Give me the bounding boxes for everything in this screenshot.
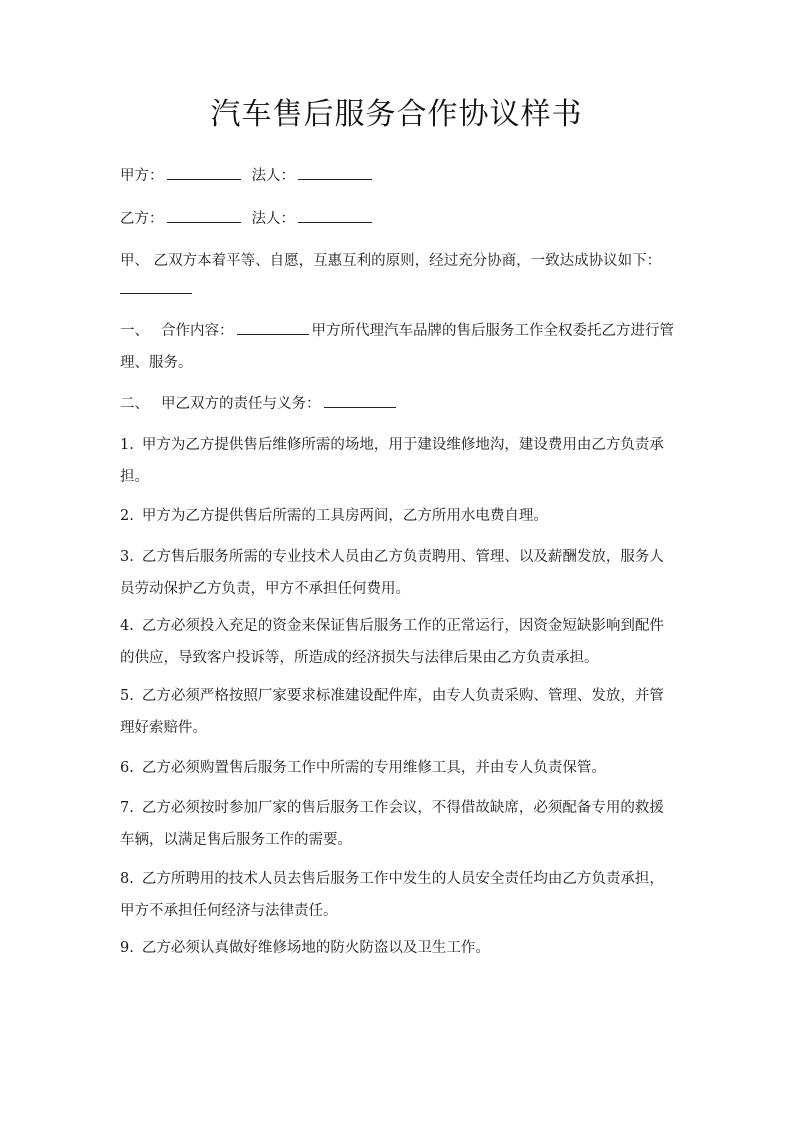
section-2-number: 二、 (120, 396, 149, 412)
party-b-label: 乙方： (120, 211, 164, 227)
party-a-line (120, 160, 676, 192)
section-1-label: 合作内容： (161, 323, 234, 339)
item-text: 乙方必须投入充足的资金来保证售后服务工作的正常运行，因资金短缺影响到配件的供应，导致客户投诉等，所造成的经济损失与法律后果由乙方负责承担。 (120, 618, 664, 666)
item-number: 3. (120, 549, 134, 565)
list-item (120, 932, 676, 964)
party-b-rep-blank (298, 204, 372, 223)
item-text: 甲方为乙方提供售后所需的工具房两间，乙方所用水电费自理。 (141, 508, 548, 524)
list-item (120, 541, 676, 605)
intro-blank (120, 279, 192, 294)
party-a-label: 甲方： (120, 168, 164, 184)
section-2-label: 甲乙双方的责任与义务： (161, 396, 321, 412)
item-text: 乙方必须购置售后服务工作中所需的专用维修工具，并由专人负责保管。 (141, 760, 606, 776)
intro-text: 甲、 乙双方本着平等、自愿，互惠互利的原则，经过充分协商，一致达成协议如下： (120, 253, 662, 269)
item-number: 2. (120, 508, 134, 524)
list-item (120, 429, 676, 493)
item-text: 乙方必须认真做好维修场地的防火防盗以及卫生工作。 (141, 940, 490, 956)
party-a-blank (167, 161, 241, 180)
section-1-blank (237, 316, 309, 335)
item-text: 乙方必须严格按照厂家要求标准建设配件库，由专人负责采购、管理、发放，并管理好索赔件。 (120, 688, 664, 736)
list-item (120, 500, 676, 532)
item-number: 4. (120, 618, 134, 634)
item-number: 8. (120, 871, 134, 887)
item-number: 7. (120, 800, 134, 816)
item-text: 乙方必须按时参加厂家的售后服务工作会议，不得借故缺席，必须配备专用的救援车辆，以满足售后服务工作的需要。 (120, 800, 664, 848)
section-1 (120, 315, 676, 379)
list-item (120, 752, 676, 784)
list-item (120, 863, 676, 927)
section-1-text: 甲方所代理汽车品牌的售后服务工作全权委托乙方进行管理、服务。 (120, 323, 674, 371)
list-item (120, 680, 676, 744)
item-number: 9. (120, 940, 134, 956)
section-1-number: 一、 (120, 323, 149, 339)
item-text: 乙方售后服务所需的专业技术人员由乙方负责聘用、管理、以及薪酬发放，服务人员劳动保护乙方负责，甲方不承担任何费用。 (120, 549, 664, 597)
item-number: 6. (120, 760, 134, 776)
party-a-rep-blank (298, 161, 372, 180)
list-item (120, 792, 676, 856)
item-text: 乙方所聘用的技术人员去售后服务工作中发生的人员安全责任均由乙方负责承担，甲方不承担任何经济与法律责任。 (120, 871, 664, 919)
intro-paragraph (120, 245, 676, 294)
item-number: 1. (120, 437, 134, 453)
party-b-blank (167, 204, 241, 223)
document-title: 汽车售后服务合作协议样书 (210, 97, 583, 132)
section-2-blank (324, 389, 396, 408)
section-2 (120, 388, 676, 420)
party-b-rep-label: 法人： (251, 211, 295, 227)
party-a-rep-label: 法人： (251, 168, 295, 184)
item-number: 5. (120, 688, 134, 704)
party-b-line (120, 203, 676, 235)
list-item (120, 610, 676, 674)
item-text: 甲方为乙方提供售后维修所需的场地，用于建设维修地沟，建设费用由乙方负责承担。 (120, 437, 664, 485)
